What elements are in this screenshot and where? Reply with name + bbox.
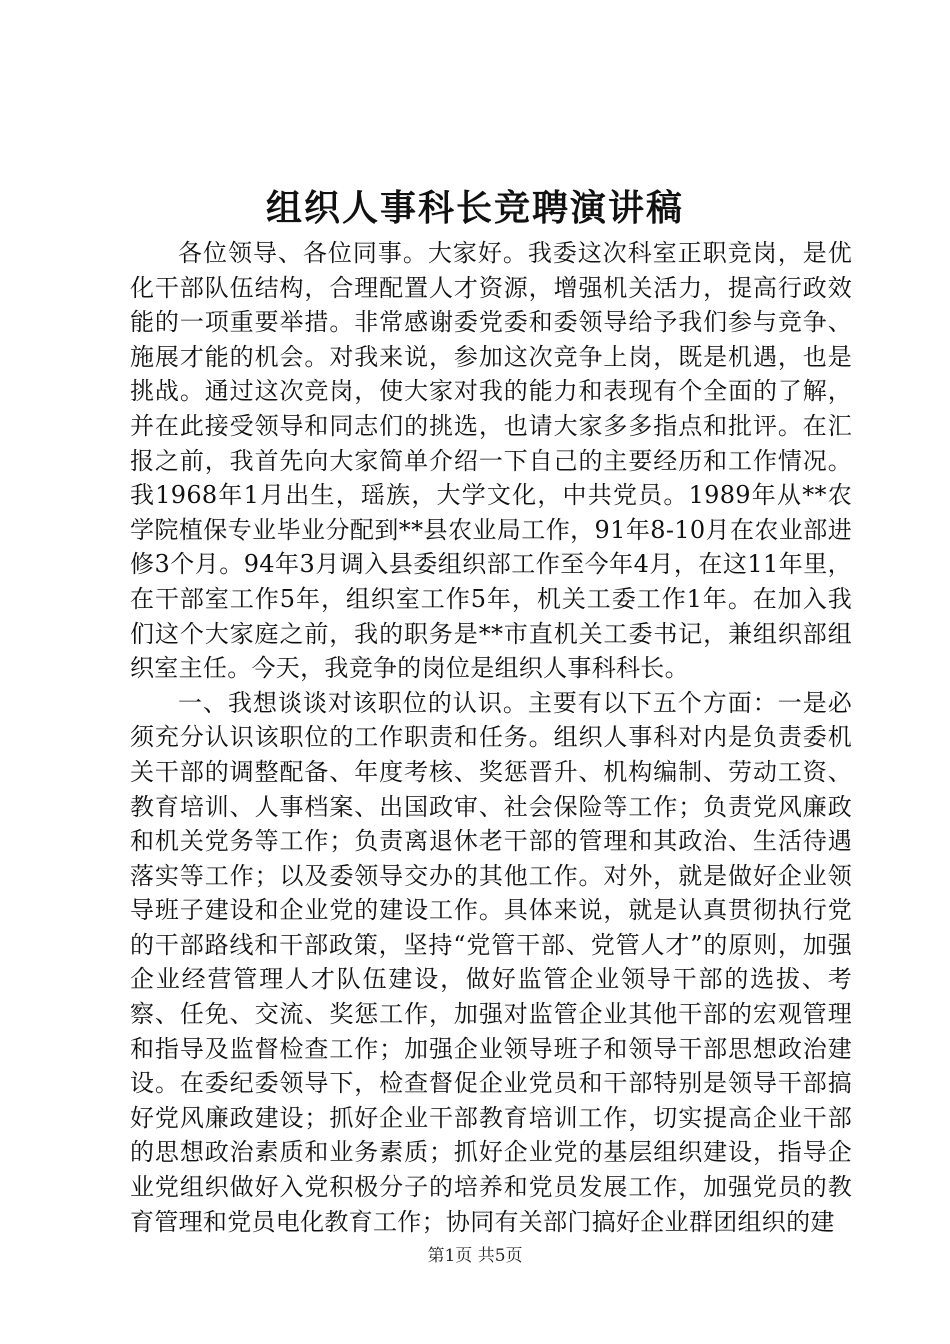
page-footer: 第1页 共5页 [427, 1246, 523, 1266]
document-title: 组织人事科长竞聘演讲稿 [265, 187, 684, 229]
paragraph-section-one: 一、我想谈谈对该职位的认识。主要有以下五个方面：一是必须充分认识该职位的工作职责和任务。组织人事科对内是负责委机关干部的调整配备、年度考核、奖惩晋升、机构编制、劳动工资、教育培训、人事档案、出国政审、社会保险等工作；负责党风廉政和机关党务等工作；负责离退休老干部的管理和其政治、生活待遇落实等工作；以及委领导交办的其他工作。对外，就是做好企业领导班子建设和企业党的建设工作。具体来说，就是认真贯彻执行党的干部路线和干部政策，坚持“党管干部、党管人才”的原则，加强企业经营管理人才队伍建设，做好监管企业领导干部的选拔、考察、任免、交流、奖惩工作，加强对监管企业其他干部的宏观管理和指导及监督检查工作；加强企业领导班子和领导干部思想政治建设。在委纪委领导下，检查督促企业党员和干部特别是领导干部搞好党风廉政建设；抓好企业干部教育培训工作，切实提高企业干部的思想政治素质和业务素质；抓好企业党的基层组织建设，指导企业党组织做好入党积极分子的培养和党员发展工作，加强党员的教育管理和党员电化教育工作；协同有关部门搞好企业群团组织的建 [130, 688, 852, 1236]
document-body [130, 236, 852, 1239]
paragraph-intro: 各位领导、各位同事。大家好。我委这次科室正职竞岗，是优化干部队伍结构，合理配置人才资源，增强机关活力，提高行政效能的一项重要举措。非常感谢委党委和委领导给予我们参与竞争、施展才能的机会。对我来说，参加这次竞争上岗，既是机遇，也是挑战。通过这次竞岗，使大家对我的能力和表现有个全面的了解，并在此接受领导和同志们的挑选，也请大家多多指点和批评。在汇报之前，我首先向大家简单介绍一下自己的主要经历和工作情况。我1968年1月出生，瑶族，大学文化，中共党员。1989年从**农学院植保专业毕业分配到**县农业局工作，91年8-10月在农业部进修3个月。94年3月调入县委组织部工作至今年4月，在这11年里，在干部室工作5年，组织室工作5年，机关工委工作1年。在加入我们这个大家庭之前，我的职务是**市直机关工委书记，兼组织部组织室主任。今天，我竞争的岗位是组织人事科科长。 [130, 239, 852, 683]
